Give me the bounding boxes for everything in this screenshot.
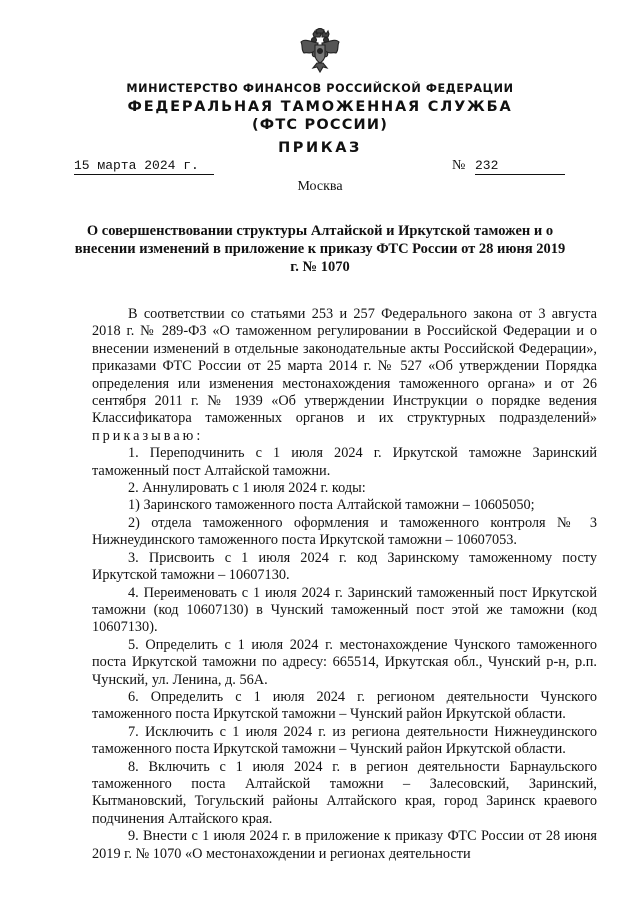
service-abbreviation: (ФТС РОССИИ)	[251, 117, 389, 133]
ministry-name: МИНИСТЕРСТВО ФИНАНСОВ РОССИЙСКОЙ ФЕДЕРАЦИИ	[126, 82, 514, 95]
order-title: О совершенствовании структуры Алтайской и Иркутской таможен и о внесении изменений в приложение к приказу ФТС России от 28 июня 2019 г. № 1070	[74, 223, 566, 275]
number-sign: №	[452, 158, 466, 173]
order-item: 6. Определить с 1 июля 2024 г. регионом деятельности Чунского таможенного поста Иркутской таможни – Чунский район Иркутской области.	[92, 688, 597, 723]
preamble-text: В соответствии со статьями 253 и 257 Федерального закона от 3 августа 2018 г. № 289-ФЗ «О таможенном регулировании в Российской Федерации и о внесении изменений в отдельные законодательные акты Российской Федерации», приказами ФТС России от 25 марта 2014 г. № 527 «Об утверждении Порядка определения или изменения местонахождения таможенного органа» и от 26 сентября 2011 г. № 1939 «Об утверждении Инструкции о порядке ведения Классификатора таможенных органов и их структурных подразделений»	[92, 306, 597, 427]
decree-word: приказываю:	[92, 427, 204, 444]
order-date: 15 марта 2024 г.	[74, 158, 214, 175]
order-item: 9. Внести с 1 июля 2024 г. в приложение к приказу ФТС России от 28 июня 2019 г. № 1070 «О местонахождении и регионах деятельности	[92, 828, 597, 862]
order-item: 3. Присвоить с 1 июля 2024 г. код Заринскому таможенному посту Иркутской таможни – 10607130.	[92, 549, 597, 584]
order-item: 2. Аннулировать с 1 июля 2024 г. коды:	[128, 480, 366, 497]
order-number: 232	[475, 158, 565, 175]
city: Москва	[297, 179, 343, 194]
order-item: 1. Переподчинить с 1 июля 2024 г. Иркутской таможне Заринский таможенный пост Алтайской таможни.	[92, 445, 597, 479]
service-name: ФЕДЕРАЛЬНАЯ ТАМОЖЕННАЯ СЛУЖБА	[127, 99, 513, 115]
document-type: ПРИКАЗ	[278, 140, 362, 156]
order-item: 7. Исключить с 1 июля 2024 г. из региона деятельности Нижнеудинского таможенного поста Иркутской таможни – Чунский район Иркутской области.	[92, 723, 597, 758]
order-body	[92, 306, 597, 863]
order-item: 1) Заринского таможенного поста Алтайской таможни – 10605050;	[128, 497, 535, 514]
order-item: 2) отдела таможенного оформления и таможенного контроля № 3 Нижнеудинского таможенного поста Иркутской таможни – 10607053.	[92, 514, 597, 549]
preamble-paragraph	[92, 306, 597, 445]
order-item: 8. Включить с 1 июля 2024 г. в регион деятельности Барнаульского таможенного поста Алтайской таможни – Залесовский, Заринский, Кытмановский, Тогульский районы Алтайского края, город Заринск краевого подчинения Алтайского края.	[92, 758, 597, 827]
coat-of-arms-icon	[299, 28, 341, 74]
order-item: 4. Переименовать с 1 июля 2024 г. Заринский таможенный пост Иркутской таможни (код 10607130) в Чунский таможенный пост этой же таможни (код 10607130).	[92, 584, 597, 636]
order-item: 5. Определить с 1 июля 2024 г. местонахождение Чунского таможенного поста Иркутской таможни по адресу: 665514, Иркутская обл., Чунский р-н, р.п. Чунский, ул. Ленина, д. 56А.	[92, 636, 597, 688]
